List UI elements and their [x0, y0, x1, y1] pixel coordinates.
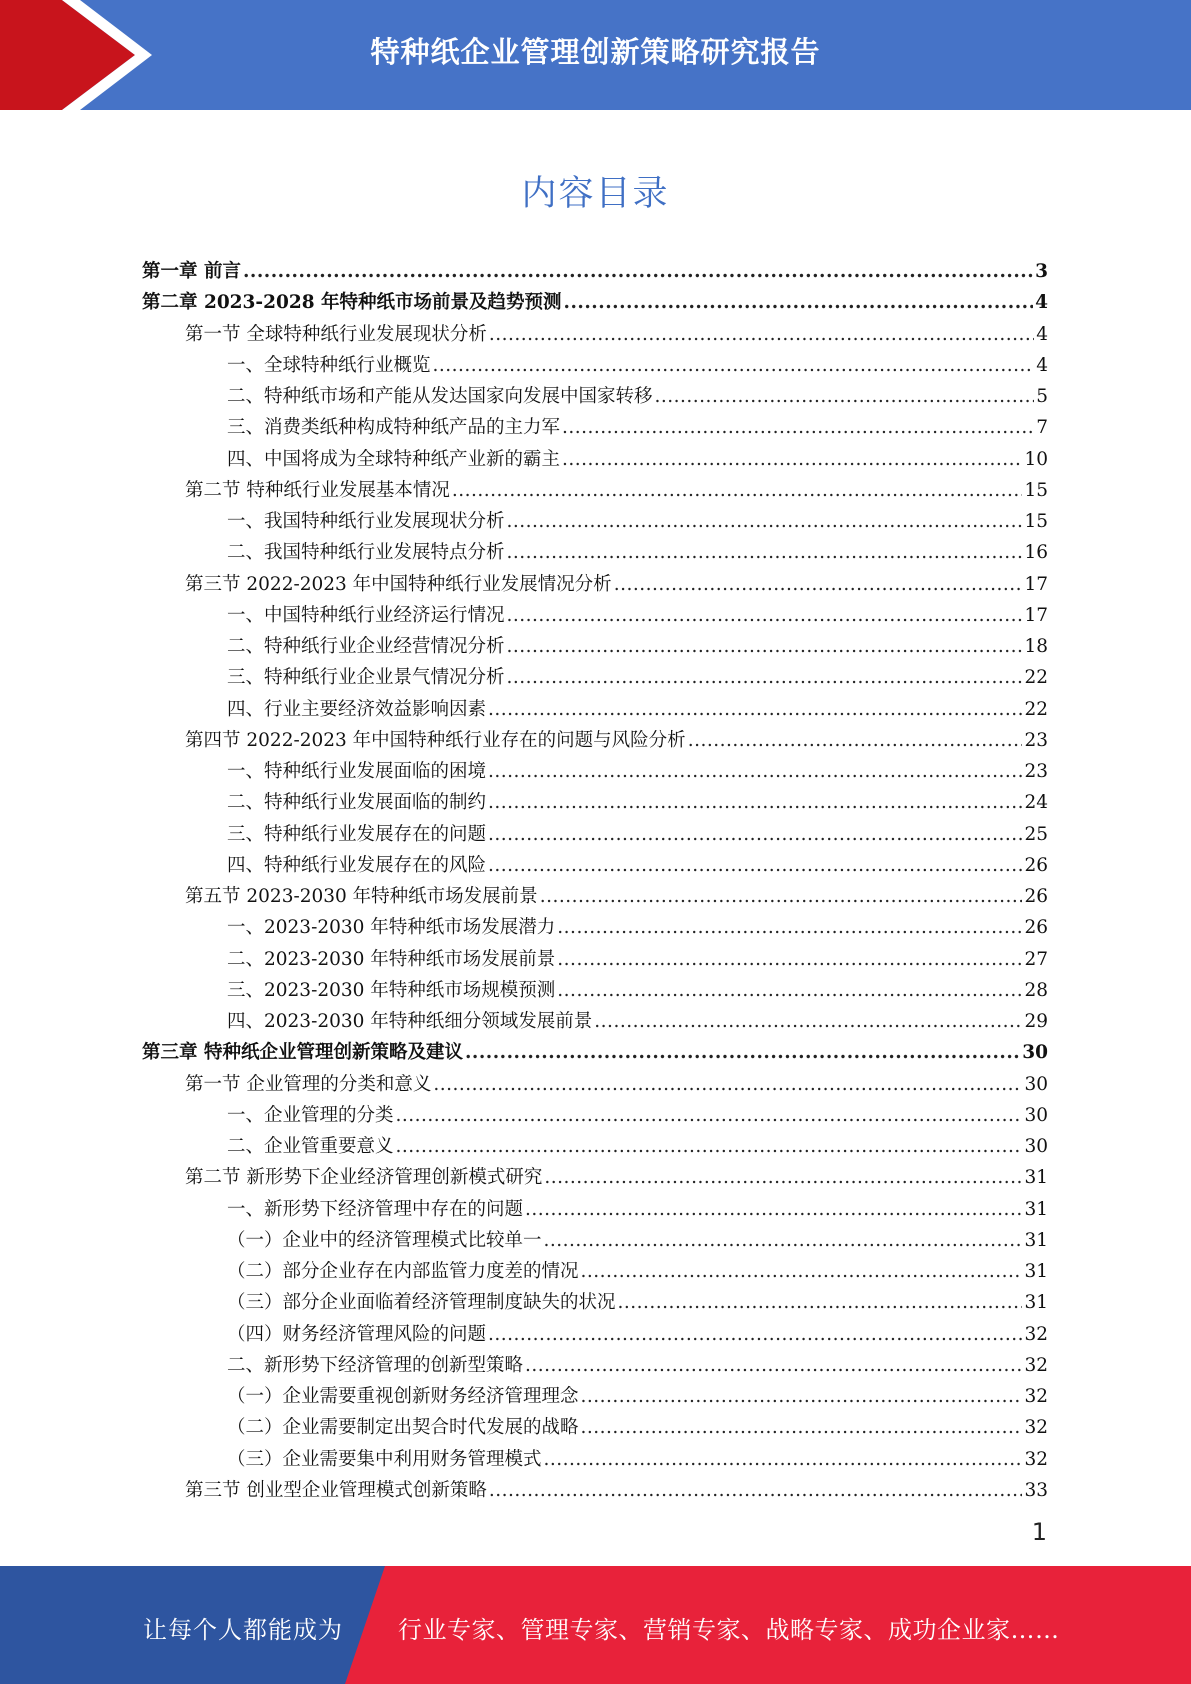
toc-entry-page: 32 — [1024, 1323, 1048, 1345]
toc-leader-dots — [544, 1225, 1023, 1256]
toc-entry[interactable] — [142, 850, 1048, 881]
toc-entry[interactable] — [142, 694, 1048, 725]
toc-entry[interactable] — [142, 1381, 1048, 1412]
toc-entry-page: 16 — [1024, 542, 1048, 564]
toc-entry-page: 10 — [1024, 448, 1048, 470]
toc-entry-page: 30 — [1022, 1042, 1048, 1064]
toc-entry[interactable] — [142, 975, 1048, 1006]
toc-leader-dots — [544, 1162, 1022, 1193]
toc-entry-page: 24 — [1024, 792, 1048, 814]
toc-entry[interactable] — [142, 819, 1048, 850]
toc-entry-title: 二、我国特种纸行业发展特点分析 — [227, 542, 505, 564]
toc-entry-title: （三）部分企业面临着经济管理制度缺失的状况 — [227, 1292, 616, 1314]
toc-entry-title: 第二节 特种纸行业发展基本情况 — [185, 479, 450, 501]
toc-entry-page: 4 — [1035, 292, 1048, 314]
toc-title: 内容目录 — [521, 174, 670, 214]
toc-leader-dots — [488, 787, 1022, 818]
toc-entry[interactable] — [142, 1319, 1048, 1350]
toc-entry-page: 7 — [1036, 417, 1048, 439]
toc-entry-title: 一、全球特种纸行业概览 — [227, 354, 431, 376]
toc-leader-dots — [581, 1256, 1023, 1287]
toc-leader-dots — [562, 412, 1034, 443]
toc-leader-dots — [525, 1350, 1022, 1381]
toc-entry-page: 31 — [1024, 1261, 1048, 1282]
toc-entry[interactable] — [142, 350, 1048, 381]
toc-leader-dots — [564, 287, 1034, 318]
toc-entry-title: 一、2023-2030 年特种纸市场发展潜力 — [227, 917, 556, 939]
toc-entry[interactable] — [142, 569, 1048, 600]
toc-entry-page: 4 — [1036, 354, 1048, 376]
toc-entry-title: （一）企业中的经济管理模式比较单一 — [227, 1229, 542, 1251]
toc-entry-page: 22 — [1024, 667, 1048, 689]
toc-leader-dots — [525, 1194, 1022, 1225]
toc-entry-title: 一、企业管理的分类 — [227, 1104, 394, 1126]
toc-entry-page: 15 — [1024, 511, 1048, 532]
toc-leader-dots — [465, 1037, 1020, 1068]
toc-entry-title: 二、特种纸市场和产能从发达国家向发展中国家转移 — [227, 386, 653, 407]
toc-entry-title: 三、特种纸行业发展存在的问题 — [227, 823, 487, 845]
toc-entry-title: （三）企业需要集中利用财务管理模式 — [227, 1448, 542, 1470]
toc-leader-dots — [507, 662, 1023, 693]
toc-entry[interactable] — [142, 787, 1048, 818]
toc-entry-title: 二、2023-2030 年特种纸市场发展前景 — [227, 948, 556, 970]
toc-entry-title: 第一节 企业管理的分类和意义 — [185, 1073, 432, 1095]
toc-entry-title: 四、2023-2030 年特种纸细分领域发展前景 — [227, 1011, 593, 1032]
toc-entry[interactable] — [142, 1225, 1048, 1256]
table-of-contents — [142, 256, 1048, 1506]
toc-entry-page: 23 — [1024, 729, 1048, 751]
toc-entry-title: 四、中国将成为全球特种纸产业新的霸主 — [227, 448, 561, 470]
toc-leader-dots — [544, 1444, 1023, 1475]
toc-entry-title: 第三节 创业型企业管理模式创新策略 — [185, 1479, 487, 1501]
toc-entry[interactable] — [142, 1256, 1048, 1287]
toc-entry-title: 一、特种纸行业发展面临的困境 — [227, 761, 487, 782]
toc-entry[interactable] — [142, 287, 1048, 318]
toc-entry-title: 第三章 特种纸企业管理创新策略及建议 — [142, 1042, 463, 1064]
toc-entry-page: 26 — [1024, 917, 1048, 939]
toc-entry-page: 31 — [1024, 1167, 1048, 1189]
toc-entry-page: 26 — [1024, 886, 1048, 907]
toc-entry-title: （四）财务经济管理风险的问题 — [227, 1323, 487, 1345]
toc-entry-title: 三、特种纸行业企业景气情况分析 — [227, 667, 505, 689]
toc-entry[interactable] — [142, 1006, 1048, 1037]
toc-leader-dots — [618, 1287, 1023, 1318]
toc-leader-dots — [396, 1100, 1023, 1131]
toc-entry-page: 33 — [1024, 1479, 1048, 1501]
toc-leader-dots — [507, 537, 1023, 568]
toc-leader-dots — [540, 881, 1023, 912]
toc-entry[interactable] — [142, 600, 1048, 631]
toc-entry[interactable] — [142, 912, 1048, 943]
toc-leader-dots — [488, 1319, 1022, 1350]
toc-entry-page: 18 — [1024, 636, 1048, 657]
toc-entry[interactable] — [142, 1444, 1048, 1475]
toc-leader-dots — [507, 600, 1023, 631]
toc-entry-title: （二）企业需要制定出契合时代发展的战略 — [227, 1417, 579, 1439]
toc-entry-page: 31 — [1024, 1198, 1048, 1220]
toc-entry[interactable] — [142, 1162, 1048, 1193]
toc-leader-dots — [594, 1006, 1022, 1037]
toc-entry-page: 31 — [1024, 1229, 1048, 1251]
toc-entry-title: 一、新形势下经济管理中存在的问题 — [227, 1198, 524, 1220]
toc-entry[interactable] — [142, 944, 1048, 975]
toc-entry-title: （一）企业需要重视创新财务经济管理理念 — [227, 1386, 579, 1407]
toc-entry-title: 二、新形势下经济管理的创新型策略 — [227, 1354, 524, 1376]
toc-entry-page: 30 — [1024, 1104, 1048, 1126]
toc-entry-title: 二、特种纸行业发展面临的制约 — [227, 792, 487, 814]
toc-entry[interactable] — [142, 319, 1048, 350]
toc-entry-page: 32 — [1024, 1417, 1048, 1439]
toc-entry-page: 17 — [1024, 573, 1048, 595]
toc-entry[interactable] — [142, 1069, 1048, 1100]
toc-leader-dots — [489, 319, 1034, 350]
toc-entry-title: 第二章 2023-2028 年特种纸市场前景及趋势预测 — [142, 292, 562, 314]
toc-leader-dots — [557, 912, 1022, 943]
toc-entry-page: 5 — [1036, 386, 1048, 407]
toc-leader-dots — [488, 694, 1022, 725]
toc-entry-page: 32 — [1024, 1386, 1048, 1407]
toc-leader-dots — [489, 1475, 1023, 1506]
toc-entry[interactable] — [142, 1194, 1048, 1225]
toc-entry-page: 29 — [1024, 1011, 1048, 1032]
toc-leader-dots — [488, 819, 1022, 850]
toc-entry-title: 三、2023-2030 年特种纸市场规模预测 — [227, 979, 556, 1001]
toc-leader-dots — [562, 444, 1022, 475]
toc-entry[interactable] — [142, 631, 1048, 662]
toc-entry-title: 四、行业主要经济效益影响因素 — [227, 698, 487, 720]
toc-entry-title: 三、消费类纸种构成特种纸产品的主力军 — [227, 417, 561, 439]
toc-entry[interactable] — [142, 444, 1048, 475]
toc-leader-dots — [507, 506, 1023, 537]
toc-entry-page: 22 — [1024, 698, 1048, 720]
toc-entry-title: 第五节 2023-2030 年特种纸市场发展前景 — [185, 886, 538, 907]
toc-leader-dots — [581, 1381, 1023, 1412]
toc-entry-page: 30 — [1024, 1073, 1048, 1095]
toc-entry[interactable] — [142, 475, 1048, 506]
toc-leader-dots — [452, 475, 1023, 506]
toc-leader-dots — [488, 756, 1022, 787]
toc-entry[interactable] — [142, 1350, 1048, 1381]
toc-entry-page: 17 — [1024, 604, 1048, 626]
toc-entry[interactable] — [142, 1037, 1048, 1068]
toc-entry[interactable] — [142, 537, 1048, 568]
toc-leader-dots — [581, 1412, 1023, 1443]
toc-entry[interactable] — [142, 1100, 1048, 1131]
toc-entry-page: 23 — [1024, 761, 1048, 782]
toc-leader-dots — [507, 631, 1023, 662]
toc-entry-title: 第一章 前言 — [142, 261, 241, 282]
toc-entry-title: 二、特种纸行业企业经营情况分析 — [227, 636, 505, 657]
toc-entry-title: 四、特种纸行业发展存在的风险 — [227, 854, 487, 876]
toc-entry-title: 一、中国特种纸行业经济运行情况 — [227, 604, 505, 626]
footer-slogan-right: 行业专家、管理专家、营销专家、战略专家、成功企业家…… — [398, 1616, 1060, 1644]
toc-leader-dots — [488, 850, 1022, 881]
toc-entry[interactable] — [142, 1412, 1048, 1443]
header-title: 特种纸企业管理创新策略研究报告 — [370, 35, 821, 69]
page-number: 1 — [1031, 1518, 1047, 1546]
toc-entry[interactable] — [142, 381, 1048, 412]
toc-entry-page: 32 — [1024, 1448, 1048, 1470]
toc-leader-dots — [557, 975, 1022, 1006]
toc-leader-dots — [655, 381, 1035, 412]
toc-entry[interactable] — [142, 756, 1048, 787]
toc-entry-title: （二）部分企业存在内部监管力度差的情况 — [227, 1261, 579, 1282]
toc-entry[interactable] — [142, 725, 1048, 756]
toc-leader-dots — [433, 1069, 1022, 1100]
toc-leader-dots — [614, 569, 1023, 600]
toc-entry-page: 32 — [1024, 1354, 1048, 1376]
toc-leader-dots — [557, 944, 1022, 975]
toc-entry-page: 26 — [1024, 854, 1048, 876]
toc-entry-title: 第二节 新形势下企业经济管理创新模式研究 — [185, 1167, 543, 1189]
toc-entry-title: 一、我国特种纸行业发展现状分析 — [227, 511, 505, 532]
toc-entry[interactable] — [142, 881, 1048, 912]
toc-entry[interactable] — [142, 1131, 1048, 1162]
footer-slogan-left: 让每个人都能成为 — [143, 1616, 343, 1644]
toc-entry-page: 15 — [1024, 479, 1048, 501]
toc-entry-page: 28 — [1024, 979, 1048, 1001]
toc-entry-page: 25 — [1024, 823, 1048, 845]
toc-entry[interactable] — [142, 662, 1048, 693]
toc-entry[interactable] — [142, 1287, 1048, 1318]
toc-entry-page: 27 — [1024, 948, 1048, 970]
toc-entry-page: 3 — [1035, 261, 1048, 282]
toc-entry[interactable] — [142, 506, 1048, 537]
toc-entry-title: 二、企业管重要意义 — [227, 1136, 394, 1157]
toc-leader-dots — [396, 1131, 1023, 1162]
toc-entry-page: 30 — [1024, 1136, 1048, 1157]
page-header — [0, 0, 1191, 110]
toc-leader-dots — [433, 350, 1035, 381]
toc-entry-title: 第四节 2022-2023 年中国特种纸行业存在的问题与风险分析 — [185, 729, 686, 751]
toc-entry-page: 4 — [1036, 323, 1048, 345]
page-footer — [0, 1566, 1191, 1684]
toc-leader-dots — [688, 725, 1023, 756]
toc-entry-page: 31 — [1024, 1292, 1048, 1314]
toc-entry[interactable] — [142, 412, 1048, 443]
toc-entry[interactable] — [142, 256, 1048, 287]
toc-leader-dots — [243, 256, 1033, 287]
toc-entry[interactable] — [142, 1475, 1048, 1506]
toc-entry-title: 第一节 全球特种纸行业发展现状分析 — [185, 323, 487, 345]
toc-entry-title: 第三节 2022-2023 年中国特种纸行业发展情况分析 — [185, 573, 612, 595]
